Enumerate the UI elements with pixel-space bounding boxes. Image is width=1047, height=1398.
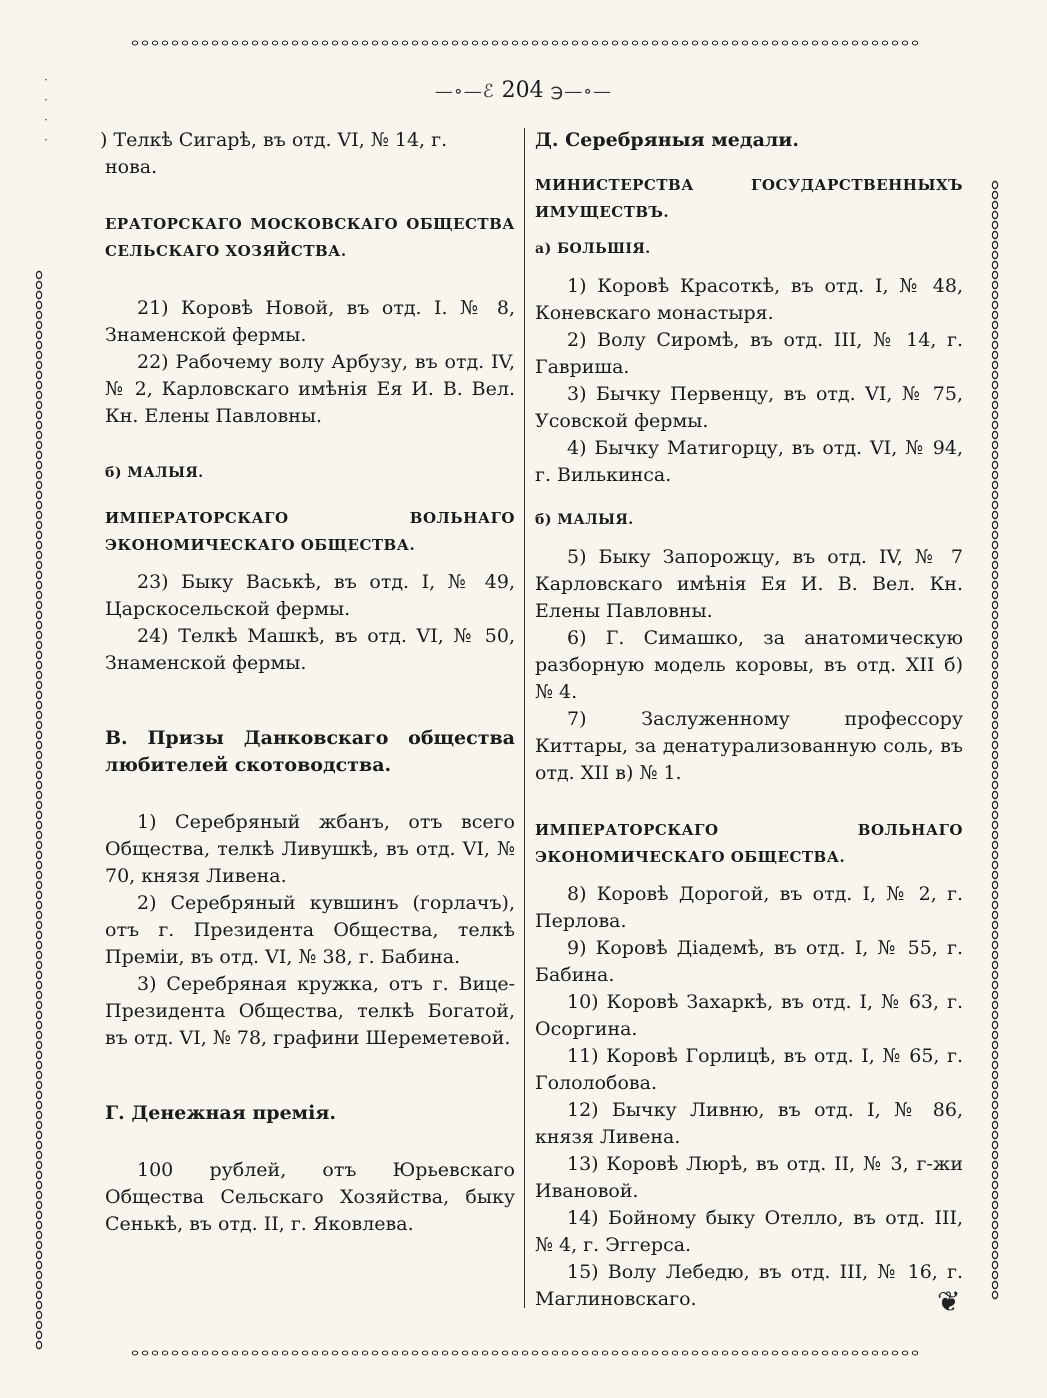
left-section-v-title: В. Призы Данковскаго общества любителей скотоводства. [105,727,515,776]
margin-marks: · · · · [44,73,48,147]
right-item-2: 2) Волу Сиромѣ, въ отд. III, № 14, г. Гавриша. [535,329,963,378]
right-item-4: 4) Бычку Матигорцу, въ отд. VI, № 94, г. Вилькинса. [535,437,963,486]
page-number-header [0,78,1047,103]
left-intro-line2: нова. [105,156,158,178]
left-item-21: 21) Коровѣ Новой, въ отд. I. № 8, Знаменской фермы. [105,297,515,346]
right-item-15: 15) Волу Лебедю, въ отд. III, № 16, г. Маглиновскаго. [535,1261,963,1310]
right-column [535,127,963,1313]
right-heading-ministry: МИНИСТЕРСТВА ГОСУДАРСТВЕННЫХЪ ИМУЩЕСТВЪ. [535,176,963,221]
right-heading-free-economic-society: ИМПЕРАТОРСКАГО ВОЛЬНАГО ЭКОНОМИЧЕСКАГО ОБЩЕСТВА. [535,821,963,866]
right-flourish-icon: ℈—∘— [550,81,613,102]
right-item-3: 3) Бычку Первенцу, въ отд. VI, № 75, Усовской фермы. [535,383,963,432]
corner-flourish-icon: ❦ [937,1285,961,1318]
right-item-11: 11) Коровѣ Горлицѣ, въ отд. I, № 65, г. Гололобова. [535,1045,963,1094]
left-sub-small: б) МАЛЫЯ. [105,465,204,481]
right-item-5: 5) Быку Запорожцу, въ отд. IV, № 7 Карловскаго имѣнія Ея И. В. Вел. Кн. Елены Павловны. [535,546,963,622]
right-item-14: 14) Бойному быку Отелло, въ отд. III, № 4, г. Эггерса. [535,1207,963,1256]
left-heading-free-economic-society: ИМПЕРАТОРСКАГО ВОЛЬНАГО ЭКОНОМИЧЕСКАГО ОБЩЕСТВА. [105,509,515,554]
left-flourish-icon: —∘—ℰ [434,81,495,102]
right-sub-large: а) БОЛЬШІЯ. [535,241,651,257]
left-v-item-2: 2) Серебряный кувшинъ (горлачъ), отъ г. Президента Общества, телкѣ Преміи, въ отд. VI, № 38, г. Бабина. [105,892,515,968]
right-item-7: 7) Заслуженному профессору Киттары, за денатурализованную соль, въ отд. XII в) № 1. [535,708,963,784]
right-section-d-title: Д. Серебряныя медали. [535,129,799,151]
left-item-24: 24) Телкѣ Машкѣ, въ отд. VI, № 50, Знаменской фермы. [105,625,515,674]
left-v-item-1: 1) Серебряный жбанъ, отъ всего Общества, телкѣ Ливушкѣ, въ отд. VI, № 70, князя Ливена. [105,811,515,887]
right-item-12: 12) Бычку Ливню, въ отд. I, № 86, князя Ливена. [535,1099,963,1148]
column-divider [524,128,525,1308]
left-g-text: 100 рублей, отъ Юрьевскаго Общества Сельскаго Хозяйства, быку Сенькѣ, въ отд. II, г. Яковлева. [105,1159,515,1235]
right-item-9: 9) Коровѣ Діадемѣ, въ отд. I, № 55, г. Бабина. [535,937,963,986]
right-item-6: 6) Г. Симашко, за анатомическую разборную модель коровы, въ отд. XII б) № 4. [535,627,963,703]
right-ornamental-border [990,180,1000,1300]
left-item-22: 22) Рабочему волу Арбузу, въ отд. IV, № 2, Карловскаго имѣнія Ея И. В. Вел. Кн. Елены Павловны. [105,351,515,427]
right-item-10: 10) Коровѣ Захаркѣ, въ отд. I, № 63, г. Осоргина. [535,991,963,1040]
right-item-1: 1) Коровѣ Красоткѣ, въ отд. I, № 48, Коневскаго монастыря. [535,275,963,324]
left-intro-line1: ) Телкѣ Сигарѣ, въ отд. VI, № 14, г. [100,129,448,151]
right-item-8: 8) Коровѣ Дорогой, въ отд. I, № 2, г. Перлова. [535,883,963,932]
top-ornamental-border [130,38,920,48]
right-sub-small: б) МАЛЫЯ. [535,512,634,528]
left-heading-moscow-society: ЕРАТОРСКАГО МОСКОВСКАГО ОБЩЕСТВА СЕЛЬСКАГО ХОЗЯЙСТВА. [105,215,515,260]
page-number: 204 [501,78,544,103]
left-section-g-title: Г. Денежная премія. [105,1102,337,1124]
left-ornamental-border [34,270,44,1350]
left-v-item-3: 3) Серебряная кружка, отъ г. Вице-Президента Общества, телкѣ Богатой, въ отд. VI, № 78, графини Шереметевой. [105,973,515,1049]
right-item-13: 13) Коровѣ Люрѣ, въ отд. II, № 3, г-жи Ивановой. [535,1153,963,1202]
bottom-ornamental-border [130,1348,920,1358]
left-column [100,127,515,1238]
left-item-23: 23) Быку Васькѣ, въ отд. I, № 49, Царскосельской фермы. [105,571,515,620]
